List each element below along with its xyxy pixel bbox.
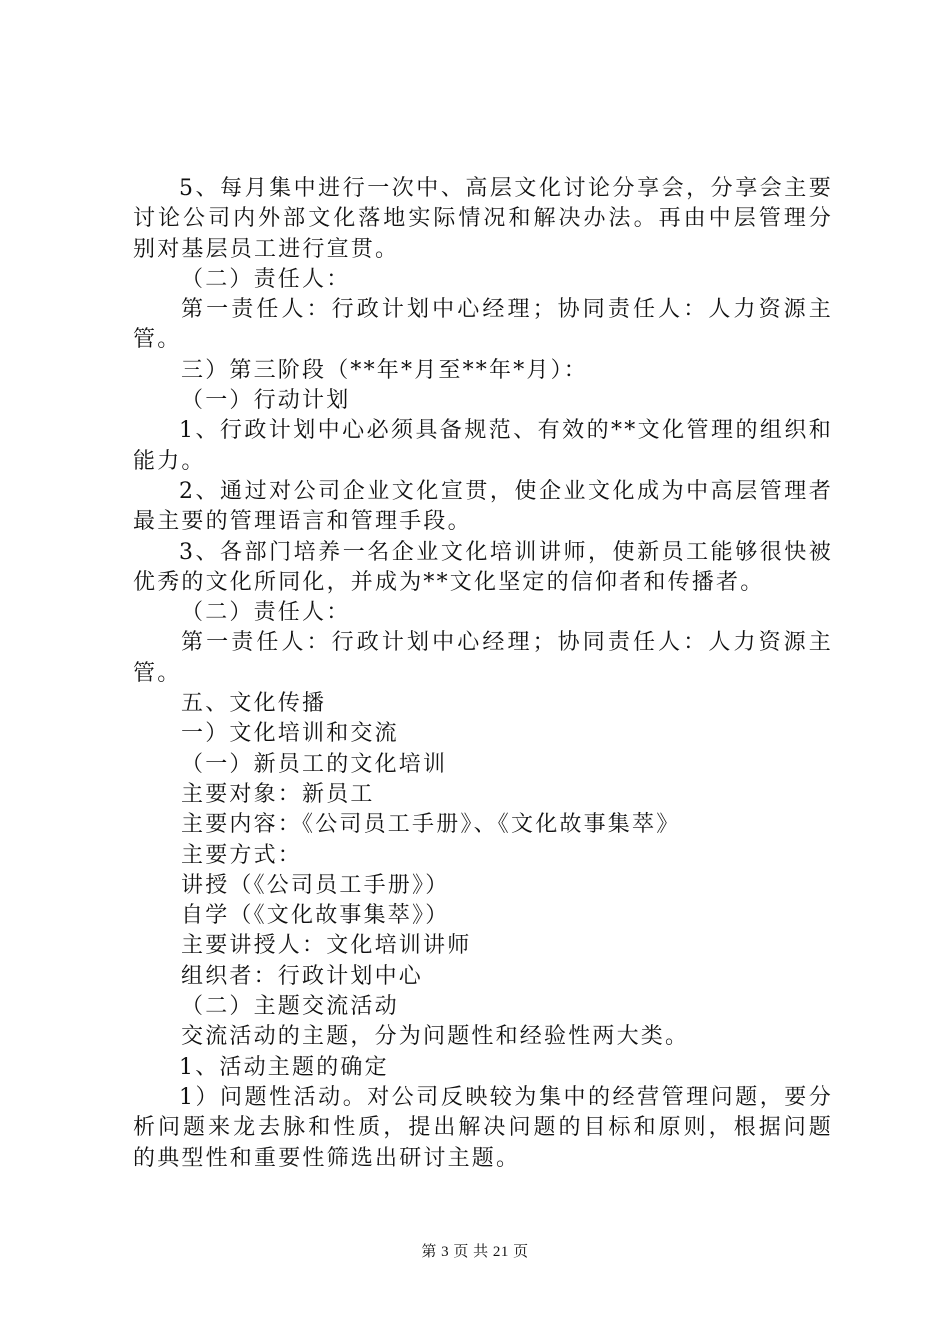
paragraph: （二）责任人：: [181, 600, 351, 626]
paragraph: 一）文化培训和交流: [181, 721, 399, 747]
paragraph: （一）行动计划: [181, 388, 351, 414]
paragraph: 主要内容：《公司员工手册》、《文化故事集萃》: [181, 812, 681, 838]
paragraph: 三）第三阶段（**年*月至**年*月）：: [181, 357, 589, 383]
paragraph: 第一责任人：行政计划中心经理；协同责任人：人力资源主管。: [133, 297, 833, 353]
paragraph: 交流活动的主题，分为问题性和经验性两大类。: [181, 1024, 690, 1050]
paragraph: 1、活动主题的确定: [179, 1054, 389, 1080]
paragraph: 组织者：行政计划中心: [181, 963, 424, 989]
page-footer: 第 3 页 共 21 页: [421, 1244, 529, 1260]
paragraph: 1、行政计划中心必须具备规范、有效的**文化管理的组织和能力。: [133, 418, 833, 474]
paragraph: 五、文化传播: [181, 691, 327, 717]
paragraph: 主要方式：: [181, 842, 303, 868]
paragraph: （二）责任人：: [181, 266, 351, 292]
paragraph: 3、各部门培养一名企业文化培训讲师，使新员工能够很快被优秀的文化所同化，并成为**文化坚定的信仰者和传播者。: [133, 539, 833, 595]
paragraph: 讲授（《公司员工手册》）: [181, 872, 450, 898]
paragraph: 主要对象：新员工: [181, 781, 375, 807]
paragraph: （一）新员工的文化培训: [181, 751, 448, 777]
paragraph: 5、每月集中进行一次中、高层文化讨论分享会，分享会主要讨论公司内外部文化落地实际情况和解决办法。再由中层管理分别对基层员工进行宣贯。: [133, 176, 833, 262]
paragraph: 2、通过对公司企业文化宣贯，使企业文化成为中高层管理者最主要的管理语言和管理手段。: [133, 478, 833, 535]
paragraph: 自学（《文化故事集萃》）: [181, 903, 450, 929]
paragraph: 第一责任人：行政计划中心经理；协同责任人：人力资源主管。: [133, 630, 833, 686]
paragraph: 1）问题性活动。对公司反映较为集中的经营管理问题，要分析问题来龙去脉和性质，提出解决问题的目标和原则，根据问题的典型性和重要性筛选出研讨主题。: [133, 1084, 833, 1171]
paragraph: 主要讲授人：文化培训讲师: [181, 933, 472, 959]
paragraph: （二）主题交流活动: [181, 994, 399, 1020]
document-body: [133, 174, 833, 1174]
